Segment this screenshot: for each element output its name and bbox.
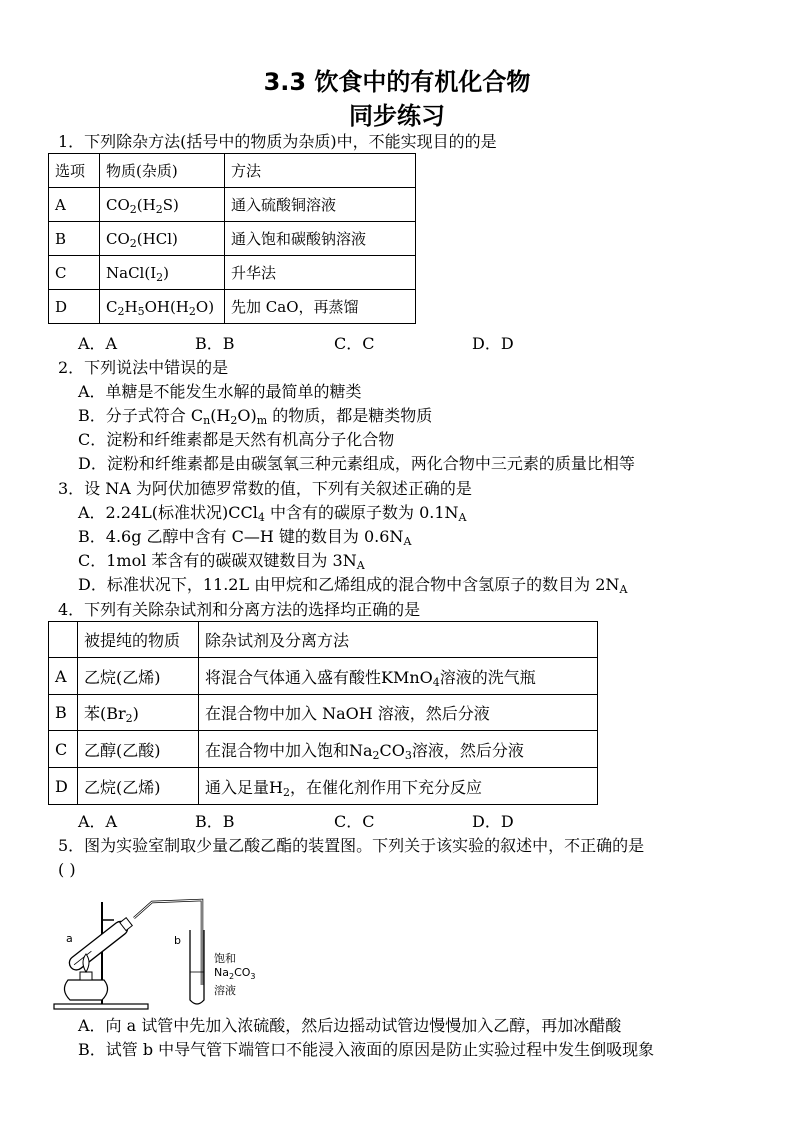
label-solution: 溶液 [214,984,236,997]
q4-row-a-substance: 乙烷(乙烯) [78,658,199,695]
q4-row-b-option: B [49,695,78,731]
alcohol-lamp [64,980,107,1000]
q4-header-option [49,622,78,658]
q4-choice-b: B．B [195,812,235,831]
q4-table [48,621,598,805]
q4-row-c-option: C [49,731,78,768]
q1-header-substance: 物质(杂质) [100,154,225,188]
q5-answer-paren: ( ) [58,860,76,879]
q3-option-a: A．2.24L(标准状况)CCl$_4$ 中含有的碳原子数为 $0.1N_A$ [78,503,467,524]
label-saturated: 饱和 [214,952,236,965]
label-na2co3: $Na_2CO_3$ [214,966,256,981]
page-subtitle: 同步练习 [349,102,445,130]
q1-row-d-option: D [49,290,100,324]
q4-row-d-option: D [49,768,78,805]
q3-stem: 3．设 NA 为阿伏加德罗常数的值，下列有关叙述正确的是 [58,479,472,498]
q4-choice-a: A．A [78,812,118,831]
q1-header-option: 选项 [49,154,100,188]
q5-option-a: A．向 a 试管中先加入浓硫酸，然后边摇动试管边慢慢加入乙醇，再加冰醋酸 [78,1016,622,1035]
q1-choice-c: C．C [334,334,375,353]
q4-choice-c: C．C [334,812,375,831]
q2-stem: 2．下列说法中错误的是 [58,358,229,377]
q1-row-c-method: 升华法 [225,256,416,290]
q1-choice-a: A．A [78,334,118,353]
q3-option-b: B．4.6g 乙醇中含有 C—H 键的数目为 $0.6N_A$ [78,527,412,548]
q4-row-a-method: 将混合气体通入盛有酸性KMnO$_4$溶液的洗气瓶 [199,658,598,695]
q1-row-a-method: 通入硫酸铜溶液 [225,188,416,222]
q4-row-a-option: A [49,658,78,695]
label-a: a [66,932,73,945]
q1-table [48,153,416,324]
q2-option-b: B．分子式符合 $C_n(H_2O)_m$ 的物质，都是糖类物质 [78,406,433,427]
q4-row-b-substance: 苯$(Br_2)$ [78,695,199,731]
q4-header-method: 除杂试剂及分离方法 [199,622,598,658]
q1-stem: 1．下列除杂方法(括号中的物质为杂质)中，不能实现目的的是 [58,132,497,151]
q1-row-b-substance: $CO_2(HCl)$ [100,222,225,256]
q2-option-a: A．单糖是不能发生水解的最简单的糖类 [78,382,362,401]
q4-stem: 4．下列有关除杂试剂和分离方法的选择均正确的是 [58,600,421,619]
q1-row-b-method: 通入饱和碳酸钠溶液 [225,222,416,256]
q1-choice-d: D．D [472,334,514,353]
q4-row-c-method: 在混合物中加入饱和$Na_2CO_3$溶液，然后分液 [199,731,598,768]
flame [83,954,89,972]
label-b: b [174,934,181,947]
q4-row-d-method: 通入足量$H_2$，在催化剂作用下充分反应 [199,768,598,805]
q1-row-c-option: C [49,256,100,290]
test-tube-a [67,916,134,973]
stand-base [54,1004,148,1009]
q1-row-c-substance: $NaCl(I_2)$ [100,256,225,290]
q3-option-c: C．1mol 苯含有的碳碳双键数目为 $3N_A$ [78,551,365,572]
q1-row-d-method: 先加 CaO，再蒸馏 [225,290,416,324]
q1-row-d-substance: $C_2H_5OH(H_2O)$ [100,290,225,324]
page-title: 3.3 饮食中的有机化合物 [263,68,531,96]
q4-row-c-substance: 乙醇(乙酸) [78,731,199,768]
q5-option-b: B．试管 b 中导气管下端管口不能浸入液面的原因是防止实验过程中发生倒吸现象 [78,1040,655,1059]
q1-header-method: 方法 [225,154,416,188]
q4-choice-d: D．D [472,812,514,831]
q4-row-b-method: 在混合物中加入 NaOH 溶液，然后分液 [199,695,598,731]
q1-row-b-option: B [49,222,100,256]
q4-row-d-substance: 乙烷(乙烯) [78,768,199,805]
q5-stem: 5．图为实验室制取少量乙酸乙酯的装置图。下列关于该实验的叙述中，不正确的是 [58,836,645,855]
q2-option-c: C．淀粉和纤维素都是天然有机高分子化合物 [78,430,395,449]
q4-header-substance: 被提纯的物质 [78,622,199,658]
q2-option-d: D．淀粉和纤维素都是由碳氢氧三种元素组成，两化合物中三元素的质量比相等 [78,454,635,473]
q1-row-a-option: A [49,188,100,222]
q3-option-d: D．标准状况下，11.2L 由甲烷和乙烯组成的混合物中含氢原子的数目为 $2N_A$ [78,575,628,596]
apparatus-figure [52,880,272,1012]
q1-row-a-substance: $CO_2(H_2S)$ [100,188,225,222]
q1-choice-b: B．B [195,334,235,353]
